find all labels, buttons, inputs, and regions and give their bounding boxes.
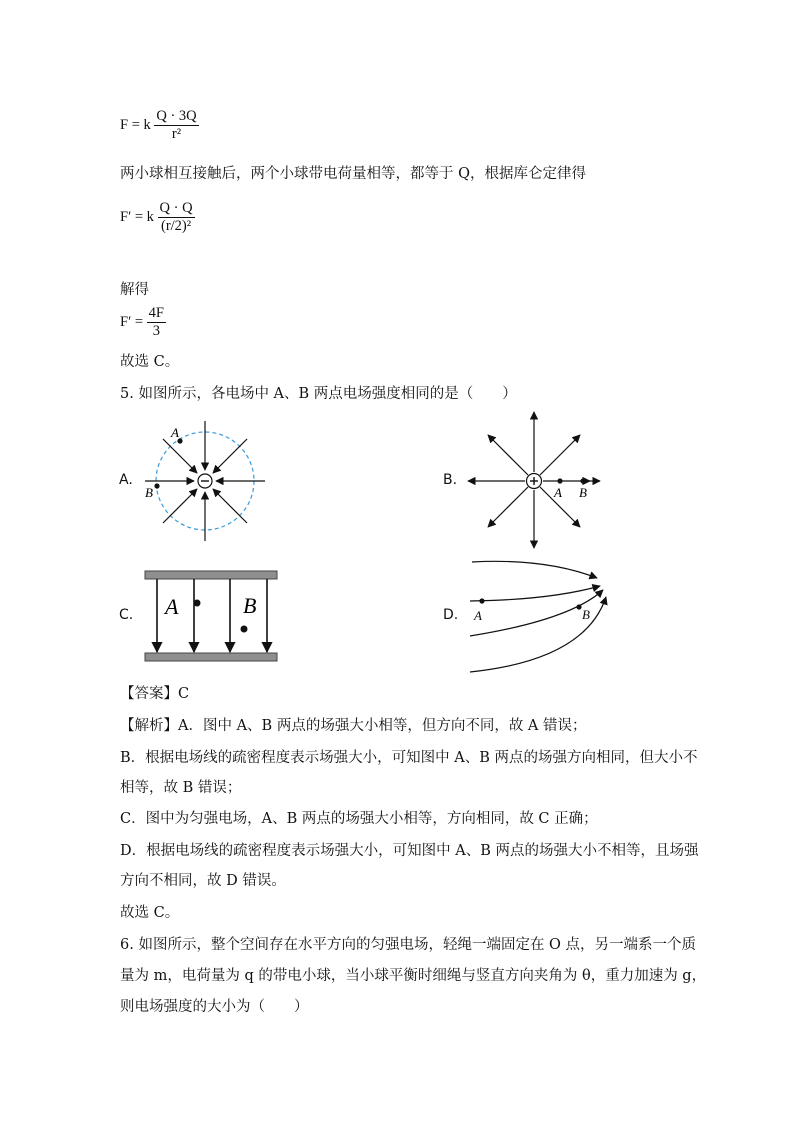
figure-c-uniform-field [145, 571, 277, 661]
option-d-label: D. [443, 607, 459, 623]
label-b: B [579, 485, 587, 500]
label-b: B [582, 607, 590, 622]
formula-lhs: F′ = [120, 313, 144, 330]
point-b [241, 626, 248, 633]
figure-a-negative-charge [145, 421, 265, 541]
label-b: B [243, 593, 257, 618]
figure-d-curved-field [470, 561, 606, 672]
formula-denominator: r² [171, 126, 182, 142]
paragraph-choose-2: 故选 C。 [120, 905, 180, 921]
point-a [557, 478, 562, 483]
paragraph-choose-1: 故选 C。 [120, 354, 180, 370]
analysis-b-line2: 相等，故 B 错误； [120, 780, 242, 796]
analysis-a: 【解析】A．图中 A、B 两点的场强大小相等，但方向不同，故 A 错误； [120, 718, 587, 734]
paragraph-solve: 解得 [120, 282, 149, 298]
bottom-plate [145, 653, 277, 661]
label-a: A [554, 485, 562, 500]
option-b-label: B. [443, 472, 458, 488]
analysis-d-line1: D．根据电场线的疏密程度表示场强大小，可知图中 A、B 两点的场强大小不相等，且场强 [120, 843, 699, 859]
formula-numerator: Q · Q [159, 200, 193, 216]
question-6-line2: 量为 m，电荷量为 q 的带电小球，当小球平衡时细绳与竖直方向夹角为 θ，重力加速为 g， [120, 968, 707, 984]
label-a: A [474, 608, 482, 623]
question-6-line1: 6. 如图所示，整个空间存在水平方向的匀强电场，轻绳一端固定在 O 点，另一端系一个质 [120, 937, 697, 953]
formula-numerator: 4F [148, 305, 164, 321]
formula-lhs: F′ = k [120, 208, 154, 225]
analysis-b-line1: B．根据电场线的疏密程度表示场强大小，可知图中 A、B 两点的场强方向相同，但大小不 [120, 750, 698, 766]
formula-numerator: Q · 3Q [156, 108, 197, 124]
question-5-stem: 5. 如图所示，各电场中 A、B 两点电场强度相同的是（ ） [120, 386, 517, 402]
option-a-label: A. [119, 472, 133, 488]
point-a [194, 600, 201, 607]
label-b: B [145, 485, 153, 500]
option-c-label: C. [119, 607, 134, 623]
point-b [154, 483, 159, 488]
paragraph-contact: 两小球相互接触后，两个小球带电荷量相等，都等于 Q，根据库仑定律得 [120, 166, 586, 182]
label-a: A [165, 594, 179, 619]
point-b [576, 604, 581, 609]
analysis-c: C．图中为匀强电场，A、B 两点的场强大小相等，方向相同，故 C 正确； [120, 811, 598, 827]
analysis-d-line2: 方向不相同，故 D 错误。 [120, 873, 286, 889]
top-plate [145, 571, 277, 579]
formula-denominator: (r/2)² [161, 218, 192, 234]
point-a [479, 598, 484, 603]
label-a: A [171, 425, 179, 440]
figure-b-positive-charge [468, 412, 600, 548]
formula-lhs: F = k [120, 116, 151, 133]
formula-denominator: 3 [152, 323, 160, 339]
answer-line: 【答案】C [120, 686, 190, 702]
point-b [580, 478, 585, 483]
question-6-line3: 则电场强度的大小为（ ） [120, 999, 309, 1015]
